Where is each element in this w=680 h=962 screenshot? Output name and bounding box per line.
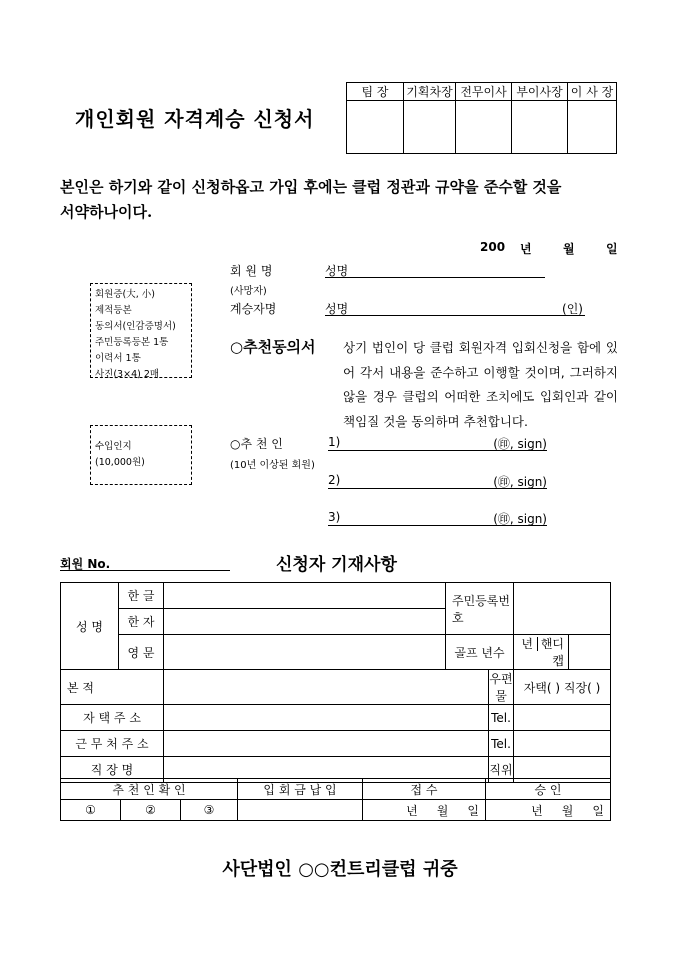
recommender-2-field[interactable] xyxy=(328,473,547,489)
date-month-label: 월 xyxy=(563,242,575,256)
work-address-label: 근 무 처 주 소 xyxy=(61,731,164,757)
documents-box xyxy=(90,283,192,378)
successor-name-field[interactable] xyxy=(325,300,585,316)
home-tel-input[interactable] xyxy=(514,705,611,731)
golf-years-input[interactable]: 년 핸디캡 xyxy=(514,635,569,670)
page-title: 개인회원 자격계승 신청서 xyxy=(75,107,315,131)
seal-mark: (인) xyxy=(562,302,583,316)
hanja-name-input[interactable] xyxy=(164,609,446,635)
member-name-field[interactable] xyxy=(325,262,545,278)
date-year-label: 년 xyxy=(520,242,532,256)
member-name-value: 성명 xyxy=(325,264,349,278)
rec-sign: (㊞, sign) xyxy=(493,475,547,489)
office-use-table xyxy=(60,778,611,821)
rec-confirm-label: 추 천 인 확 인 xyxy=(61,779,238,800)
english-name-input[interactable] xyxy=(164,635,446,670)
domicile-label: 본 적 xyxy=(61,670,164,705)
mail-options[interactable]: 자택( ) 직장( ) xyxy=(514,670,611,705)
footer-addressee: 사단법인 ○○컨트리클럽 귀중 xyxy=(222,859,458,880)
doc-item: 동의서(인감증명서) xyxy=(95,321,176,332)
rrn-label: 주민등록번호 xyxy=(446,583,514,635)
doc-item: 사진(3×4) 2매 xyxy=(95,369,160,380)
handicap-input[interactable] xyxy=(569,635,611,670)
consent-label: ○추천동의서 xyxy=(230,338,316,356)
member-label: 회 원 명 xyxy=(230,264,273,278)
approval-sign-cell[interactable] xyxy=(456,101,512,154)
approval-sign-cell[interactable] xyxy=(404,101,456,154)
recommender-sub: (10년 이상된 회원) xyxy=(230,460,315,471)
approval-header: 이 사 장 xyxy=(568,83,617,101)
approval-label: 승 인 xyxy=(486,779,611,800)
rec-no: 1) xyxy=(328,435,341,449)
doc-item: 제적등본 xyxy=(95,305,132,316)
hangul-name-input[interactable] xyxy=(164,583,446,609)
successor-name-value: 성명 xyxy=(325,302,349,316)
recommender-label: ○추 천 인 xyxy=(230,437,283,451)
stamp-label: 수입인지 xyxy=(95,441,132,452)
rec-check-2[interactable]: ② xyxy=(121,800,181,821)
doc-item: 주민등록등본 1통 xyxy=(95,337,169,348)
consent-text: 상기 법인이 당 클럽 회원자격 입회신청을 함에 있어 각서 내용을 준수하고 이행할 것이며, 그러하지 않을 경우 클럽의 어떠한 조치에도 입회인과 같이 책임질 것을 동의하며 추천합니다. xyxy=(343,340,618,429)
approval-sign-cell[interactable] xyxy=(512,101,568,154)
applicant-table xyxy=(60,582,611,783)
member-no-label: 회원 No. xyxy=(60,557,111,571)
approval-sign-cell[interactable] xyxy=(568,101,617,154)
approval-header: 기획차장 xyxy=(404,83,456,101)
recommender-1-field[interactable] xyxy=(328,435,547,451)
mail-label: 우편물 xyxy=(489,670,514,705)
section-title: 신청자 기재사항 xyxy=(276,555,397,575)
home-address-input[interactable] xyxy=(164,705,489,731)
domicile-input[interactable] xyxy=(164,670,489,705)
member-sub: (사망자) xyxy=(230,286,267,297)
pledge-line-1: 본인은 하기와 같이 신청하옵고 가입 후에는 클럽 정관과 규약을 준수할 것을 xyxy=(60,178,562,196)
date-year: 200 xyxy=(480,240,506,254)
hangul-label: 한 글 xyxy=(119,583,164,609)
hanja-label: 한 자 xyxy=(119,609,164,635)
rec-sign: (㊞, sign) xyxy=(493,512,547,526)
rec-no: 2) xyxy=(328,473,341,487)
recommender-3-field[interactable] xyxy=(328,510,547,526)
rec-no: 3) xyxy=(328,510,341,524)
company-label: 직 장 명 xyxy=(61,757,164,783)
home-address-label: 자 택 주 소 xyxy=(61,705,164,731)
receipt-label: 접 수 xyxy=(363,779,486,800)
golf-years-label: 골프 년수 xyxy=(446,635,514,670)
rec-check-1[interactable]: ① xyxy=(61,800,121,821)
approval-table xyxy=(346,82,617,154)
approval-header: 팀 장 xyxy=(347,83,404,101)
successor-label: 계승자명 xyxy=(230,302,277,316)
english-label: 영 문 xyxy=(119,635,164,670)
rec-sign: (㊞, sign) xyxy=(493,437,547,451)
approval-sign-cell[interactable] xyxy=(347,101,404,154)
fee-label: 입 회 금 납 입 xyxy=(238,779,363,800)
doc-item: 회원증(大, 小) xyxy=(95,289,155,300)
member-no-field[interactable] xyxy=(60,555,230,571)
name-label: 성 명 xyxy=(61,583,119,670)
home-tel-label: Tel. xyxy=(489,705,514,731)
approval-date[interactable]: 년 월 일 xyxy=(486,800,611,821)
work-tel-label: Tel. xyxy=(489,731,514,757)
approval-header: 전무이사 xyxy=(456,83,512,101)
revenue-stamp-box xyxy=(90,425,192,485)
rrn-input[interactable] xyxy=(514,583,611,635)
approval-header: 부이사장 xyxy=(512,83,568,101)
work-tel-input[interactable] xyxy=(514,731,611,757)
work-address-input[interactable] xyxy=(164,731,489,757)
stamp-amount: (10,000원) xyxy=(95,457,145,468)
date-day-label: 일 xyxy=(606,242,618,256)
rec-check-3[interactable]: ③ xyxy=(181,800,238,821)
receipt-date[interactable]: 년 월 일 xyxy=(363,800,486,821)
position-label: 직위 xyxy=(489,757,514,783)
handicap-label: 핸디캡 xyxy=(537,637,564,668)
pledge-line-2: 서약하나이다. xyxy=(60,203,153,221)
doc-item: 이력서 1통 xyxy=(95,353,141,364)
fee-input[interactable] xyxy=(238,800,363,821)
